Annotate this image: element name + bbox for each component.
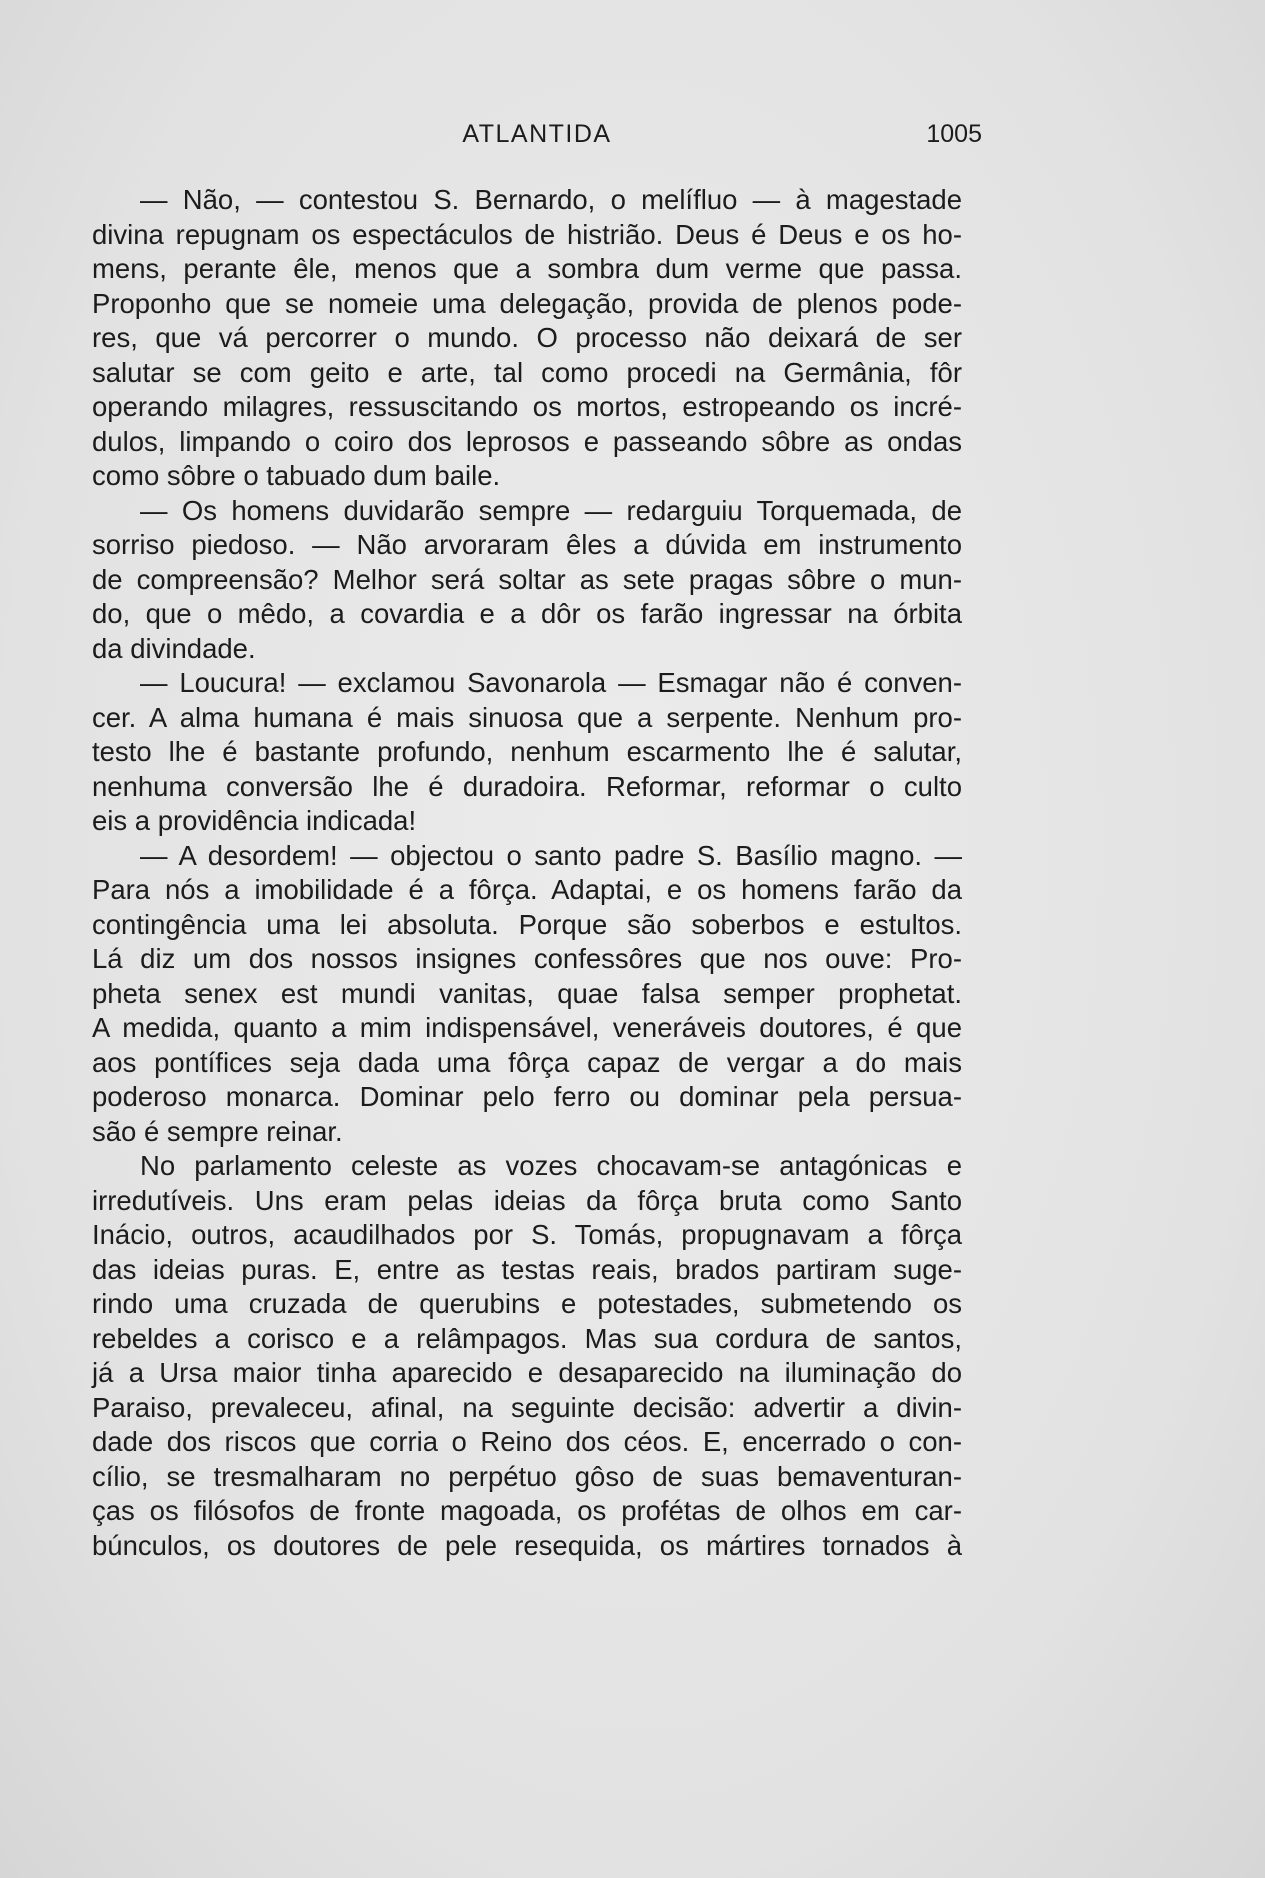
text-line: — Loucura! — exclamou Savonarola — Esmagar não é conven- [140,667,962,698]
page-number: 1005 [926,120,982,148]
text-line: já a Ursa maior tinha aparecido e desaparecido na iluminação do [92,1357,962,1388]
text-line: búnculos, os doutores de pele resequida, os mártires tornados à [92,1529,962,1561]
text-line: rebeldes a corisco e a relâmpagos. Mas sua cordura de santos, [92,1322,962,1354]
text-line: cer. A alma humana é mais sinuosa que a serpente. Nenhum pro- [92,701,962,733]
text-line: Proponho que se nomeie uma delegação, provida de plenos pode- [92,287,962,319]
text-line: — Os homens duvidarão sempre — redarguiu Torquemada, de [140,494,962,526]
text-line: Paraiso, prevaleceu, afinal, na seguinte decisão: advertir a divin- [92,1391,962,1423]
text-line: sorriso piedoso. — Não arvoraram êles a dúvida em instrumento [92,529,962,560]
text-line: da divindade. [92,632,256,664]
text-line: aos pontífices seja dada uma fôrça capaz de vergar a do mais [92,1046,962,1078]
text-line: — Não, — contestou S. Bernardo, o melífluo — à magestade [140,184,962,215]
text-line: testo lhe é bastante profundo, nenhum escarmento lhe é salutar, [92,736,962,767]
text-line: operando milagres, ressuscitando os mortos, estropeando os incré- [92,391,962,422]
text-line: do, que o mêdo, a covardia e a dôr os farão ingressar na órbita [92,598,962,629]
page-header [92,120,982,152]
text-line: como sôbre o tabuado dum baile. [92,460,501,491]
body-text [92,183,962,1563]
text-line: Lá diz um dos nossos insignes confessôres que nos ouve: Pro- [92,943,962,974]
text-line: das ideias puras. E, entre as testas reais, brados partiram suge- [92,1253,962,1285]
text-line: No parlamento celeste as vozes chocavam-se antagónicas e [140,1150,962,1181]
text-line: pheta senex est mundi vanitas, quae falsa semper prophetat. [92,977,962,1009]
text-line: nenhuma conversão lhe é duradoira. Reformar, reformar o culto [92,770,962,802]
text-line: irredutíveis. Uns eram pelas ideias da fôrça bruta como Santo [92,1184,962,1216]
text-line: dade dos riscos que corria o Reino dos céos. E, encerrado o con- [92,1426,962,1457]
text-line: ças os filósofos de fronte magoada, os profétas de olhos em car- [92,1495,962,1526]
text-line: de compreensão? Melhor será soltar as sete pragas sôbre o mun- [92,563,962,595]
text-line: Inácio, outros, acaudilhados por S. Tomás, propugnavam a fôrça [92,1219,962,1250]
text-line: são é sempre reinar. [92,1115,343,1147]
text-line: contingência uma lei absoluta. Porque são soberbos e estultos. [92,908,962,940]
text-line: rindo uma cruzada de querubins e potestades, submetendo os [92,1288,962,1319]
text-line: poderoso monarca. Dominar pelo ferro ou dominar pela persua- [92,1081,962,1112]
text-line: dulos, limpando o coiro dos leprosos e passeando sôbre as ondas [92,425,962,457]
text-line: A medida, quanto a mim indispensável, veneráveis doutores, é que [92,1012,962,1043]
text-line: cílio, se tresmalharam no perpétuo gôso de suas bemaventuran- [92,1460,962,1492]
text-line: divina repugnam os espectáculos de histrião. Deus é Deus e os ho- [92,218,962,250]
text-line: salutar se com geito e arte, tal como procedi na Germânia, fôr [92,356,962,388]
text-line: eis a providência indicada! [92,805,417,836]
text-line: Para nós a imobilidade é a fôrça. Adaptai, e os homens farão da [92,874,962,905]
running-title: ATLANTIDA [462,120,612,148]
text-line: — A desordem! — objectou o santo padre S. Basílio magno. — [140,839,962,871]
text-line: mens, perante êle, menos que a sombra dum verme que passa. [92,253,962,284]
text-line: res, que vá percorrer o mundo. O processo não deixará de ser [92,322,962,353]
